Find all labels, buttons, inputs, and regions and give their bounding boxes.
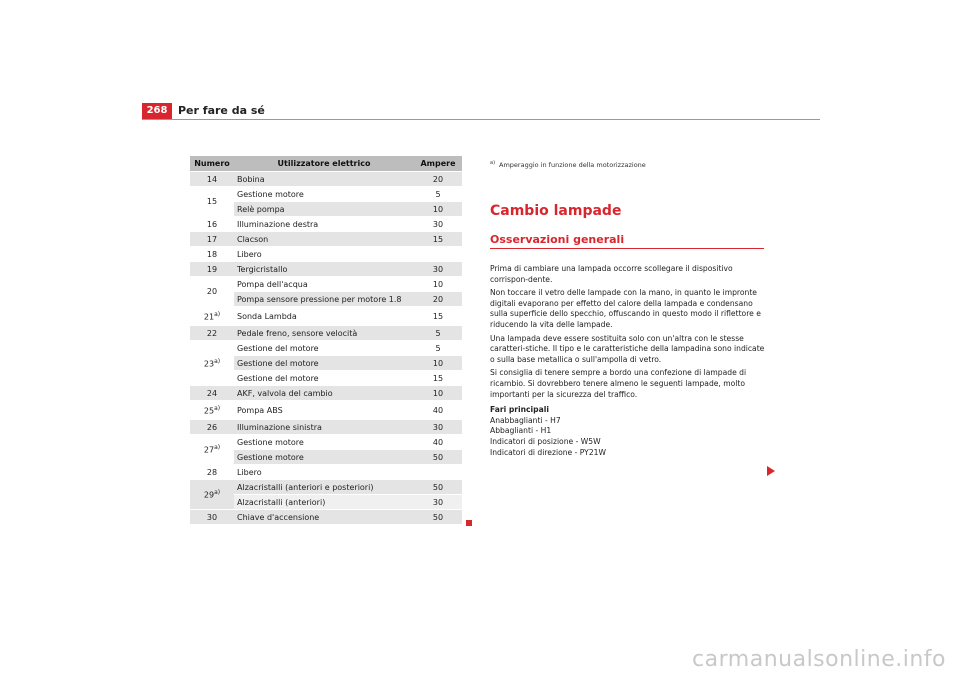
table-row	[190, 326, 462, 341]
table-row	[190, 247, 462, 262]
footnote-marker: a)	[214, 357, 221, 365]
footnote-text: Amperaggio in funzione della motorizzazione	[499, 161, 646, 170]
fuse-number: 26	[190, 420, 234, 435]
table-header-row	[190, 156, 462, 172]
end-of-section-mark	[466, 520, 472, 526]
fuse-ampere	[414, 247, 462, 262]
column-header-ampere: Ampere	[414, 156, 462, 172]
fuse-ampere: 30	[414, 262, 462, 277]
fuse-user: Gestione del motore	[234, 371, 414, 386]
fuse-number: 16	[190, 217, 234, 232]
list-item: Indicatori di posizione - W5W	[490, 436, 601, 446]
fuse-user: Pompa dell'acqua	[234, 277, 414, 292]
fuse-number: 14	[190, 172, 234, 187]
table-row	[190, 217, 462, 232]
footnote-marker: a)	[490, 160, 496, 166]
subsection-title: Osservazioni generali	[490, 233, 625, 246]
header-rule	[142, 119, 820, 120]
table-row	[190, 307, 462, 326]
fuse-number: 15	[190, 187, 234, 217]
fuse-user: Relè pompa	[234, 202, 414, 217]
fuse-user: Illuminazione destra	[234, 217, 414, 232]
paragraph: Non toccare il vetro delle lampade con la mano, in quanto le impronte digitali evaporano per effetto del calore della lampada e condensano sulla superficie dello specchio, offuscando in questo modo il riflettore e riducendo la vita delle lampade.	[490, 288, 761, 329]
fuse-ampere: 50	[414, 450, 462, 465]
fuse-number: 21$^{a)}$	[190, 307, 234, 326]
fuse-number: 30	[190, 510, 234, 525]
table-row	[190, 232, 462, 247]
body-text	[490, 264, 766, 458]
fuse-user: Libero	[234, 465, 414, 480]
footnote-marker: a)	[214, 489, 221, 497]
table-row	[190, 420, 462, 435]
fuse-user: Alzacristalli (anteriori e posteriori)	[234, 480, 414, 495]
table-row	[190, 480, 462, 495]
paragraph: Prima di cambiare una lampada occorre scollegare il dispositivo corrispon-dente.	[490, 264, 733, 284]
column-header-utilizzatore: Utilizzatore elettrico	[234, 156, 414, 172]
list-item: Abbaglianti - H1	[490, 426, 552, 436]
fuse-ampere: 30	[414, 217, 462, 232]
footnote-marker: a)	[214, 444, 221, 452]
table-row	[190, 187, 462, 202]
fuse-ampere: 5	[414, 187, 462, 202]
fuse-ampere: 10	[414, 386, 462, 401]
fuse-number: 28	[190, 465, 234, 480]
fuse-ampere: 15	[414, 307, 462, 326]
fuse-user: Pompa sensore pressione per motore 1.8	[234, 292, 414, 307]
table-row	[190, 277, 462, 292]
fuse-number: 27$^{a)}$	[190, 435, 234, 465]
paragraph: Si consiglia di tenere sempre a bordo una confezione di lampade di ricambio. Si dovrebbero tenere almeno le seguenti lampade, molto importanti per la sicurezza del traffico.	[490, 368, 747, 399]
fuse-user: Tergicristallo	[234, 262, 414, 277]
fuse-ampere: 5	[414, 326, 462, 341]
fuse-user: Gestione motore	[234, 187, 414, 202]
fuse-number: 23$^{a)}$	[190, 341, 234, 386]
subsection-rule	[490, 248, 764, 249]
fuse-ampere: 30	[414, 420, 462, 435]
table-row	[190, 401, 462, 420]
fuse-number: 18	[190, 247, 234, 262]
fuse-ampere: 30	[414, 495, 462, 510]
fuse-user: Bobina	[234, 172, 414, 187]
table-row	[190, 341, 462, 356]
fuse-ampere: 15	[414, 371, 462, 386]
section-title: Cambio lampade	[490, 203, 622, 219]
fuse-ampere: 50	[414, 510, 462, 525]
fuse-ampere: 5	[414, 341, 462, 356]
fuse-user: Sonda Lambda	[234, 307, 414, 326]
paragraph: Una lampada deve essere sostituita solo con un'altra con le stesse caratteri-stiche. Il tipo e le caratteristiche della lampadina sono indicate o sulla base metallica o sull'ampolla di vetro.	[490, 333, 765, 364]
fuse-user: Gestione motore	[234, 435, 414, 450]
list-item: Indicatori di direzione - PY21W	[490, 447, 606, 457]
list-heading: Fari principali	[490, 405, 549, 415]
fuse-user: Gestione del motore	[234, 356, 414, 371]
table-row	[190, 172, 462, 187]
fuse-number: 20	[190, 277, 234, 307]
fuse-user: Gestione motore	[234, 450, 414, 465]
fuse-ampere: 10	[414, 277, 462, 292]
fuse-number: 25$^{a)}$	[190, 401, 234, 420]
fuse-number: 17	[190, 232, 234, 247]
table-row	[190, 262, 462, 277]
fuse-ampere: 20	[414, 292, 462, 307]
fuse-user: Illuminazione sinistra	[234, 420, 414, 435]
fuse-user: Pedale freno, sensore velocità	[234, 326, 414, 341]
fuse-ampere: 40	[414, 401, 462, 420]
fuse-ampere: 40	[414, 435, 462, 450]
continue-arrow-icon	[767, 466, 775, 476]
fuse-number: 22	[190, 326, 234, 341]
table-row	[190, 386, 462, 401]
fuse-number: 19	[190, 262, 234, 277]
page-number: 268	[142, 103, 172, 119]
column-header-numero: Numero	[190, 156, 234, 172]
fuse-user: Clacson	[234, 232, 414, 247]
fuse-user: Libero	[234, 247, 414, 262]
fuse-ampere	[414, 465, 462, 480]
fuse-number: 29$^{a)}$	[190, 480, 234, 510]
fuse-number: 24	[190, 386, 234, 401]
footnote-marker: a)	[214, 404, 221, 412]
footnote-marker: a)	[214, 310, 221, 318]
running-title: Per fare da sé	[178, 104, 265, 117]
fuse-user: Pompa ABS	[234, 401, 414, 420]
fuse-ampere: 10	[414, 356, 462, 371]
fuse-table	[190, 156, 462, 525]
table-row	[190, 465, 462, 480]
fuse-user: Gestione del motore	[234, 341, 414, 356]
fuse-user: Chiave d'accensione	[234, 510, 414, 525]
list-item: Anabbaglianti - H7	[490, 415, 561, 425]
fuse-ampere: 15	[414, 232, 462, 247]
fuse-user: AKF, valvola del cambio	[234, 386, 414, 401]
fuse-ampere: 50	[414, 480, 462, 495]
fuse-ampere: 10	[414, 202, 462, 217]
fuse-ampere: 20	[414, 172, 462, 187]
footnote	[490, 160, 646, 169]
fuse-user: Alzacristalli (anteriori)	[234, 495, 414, 510]
table-row	[190, 510, 462, 525]
table-row	[190, 435, 462, 450]
watermark: carmanualsonline.info	[692, 647, 946, 672]
